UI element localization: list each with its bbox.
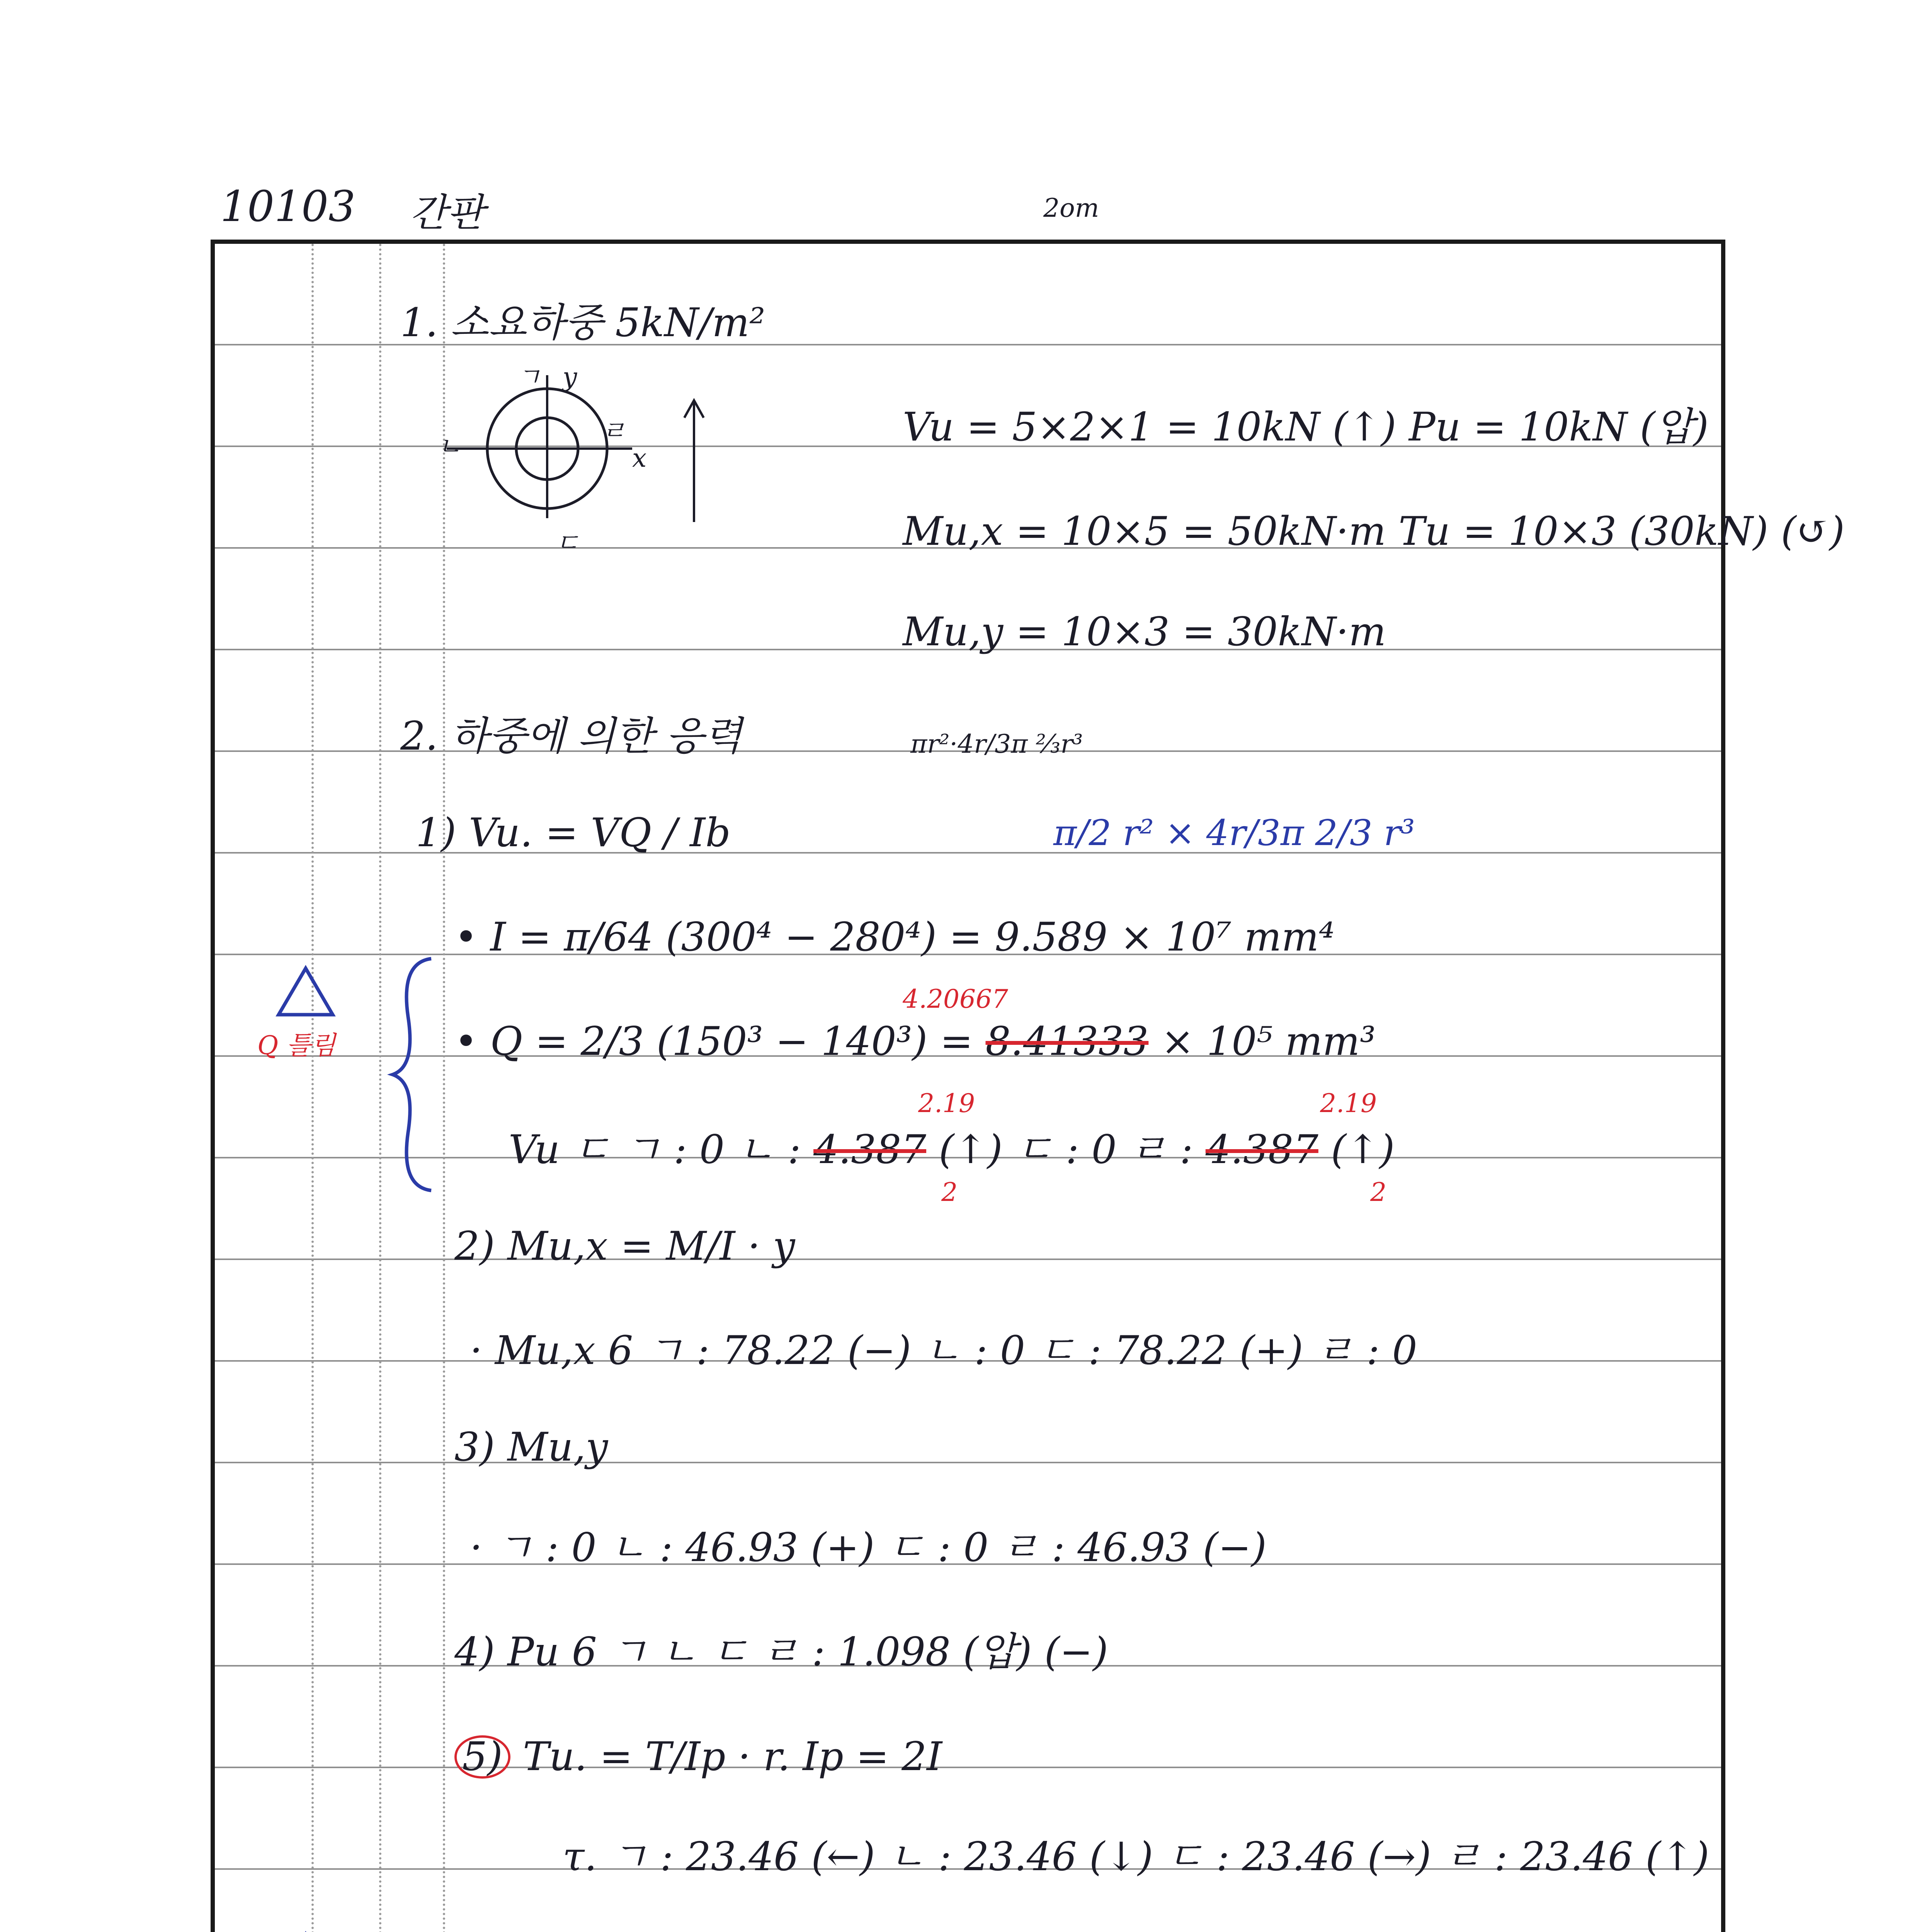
page-id: 10103 xyxy=(220,182,356,231)
diagram-label-top: ㄱ xyxy=(516,362,541,392)
vu-divisor-1: 2 xyxy=(941,1177,958,1207)
diagram-label-right: ㄹ xyxy=(601,416,626,446)
q-line-prefix: • Q = 2/3 (150³ − 140³) = xyxy=(454,1019,973,1065)
diagram-label-left: ㄴ xyxy=(437,432,462,461)
s2-5-values: τ. ㄱ : 23.46 (←) ㄴ : 23.46 (↓) ㄷ : 23.46 (→) ㄹ : 23.46 (↑) xyxy=(563,1834,1709,1880)
diagram-axis-x: x xyxy=(632,443,647,473)
ruled-paper xyxy=(211,240,1845,1932)
s1-line3: Mu,y = 10×3 = 30kN·m xyxy=(903,609,1386,655)
inertia-line: • I = π/64 (300⁴ − 280⁴) = 9.589 × 10⁷ mm⁴ xyxy=(454,914,1335,960)
section1-title: 1. 소요하중 5kN/m² xyxy=(400,300,765,346)
triangle-icon xyxy=(273,963,338,1020)
s2-1-head: 1) Vu. = VQ / Ib xyxy=(416,810,731,856)
diagram-label-bottom: ㄷ xyxy=(555,528,580,558)
diagram-axis-y: y xyxy=(563,362,577,392)
margin-line xyxy=(311,244,314,1932)
q-new-value: 4.20667 xyxy=(903,984,1008,1014)
s1-line2: Mu,x = 10×5 = 50kN·m Tu = 10×3 (30kN) (↺) xyxy=(903,509,1845,554)
brace-icon xyxy=(385,955,447,1194)
vu-line xyxy=(509,1129,1395,1171)
q-old-value: 8.41333 xyxy=(985,1019,1149,1065)
s2-5-head: Tu. = T/Ip · r. Ip = 2I xyxy=(523,1734,942,1780)
s2-4-line: 4) Pu 6 ㄱ ㄴ ㄷ ㄹ : 1.098 (압) (−) xyxy=(454,1629,1108,1675)
vu-old-value-2: 4.387 xyxy=(1205,1127,1318,1173)
s2-5-line xyxy=(454,1735,942,1779)
vu-new-value-2: 2.19 xyxy=(1320,1088,1377,1118)
header-marker: 2om xyxy=(1043,193,1099,223)
q-line-suffix: × 10⁵ mm³ xyxy=(1161,1019,1376,1065)
section2-side-note: πr²·4r/3π ⅔r³ xyxy=(910,729,1083,759)
vu-old-value-1: 4.387 xyxy=(813,1127,927,1173)
vu-prefix: Vu ㄷ ㄱ : 0 ㄴ : xyxy=(509,1127,801,1173)
vu-suffix: (↑) xyxy=(1331,1127,1395,1173)
s2-2-values: · Mu,x 6 ㄱ : 78.22 (−) ㄴ : 0 ㄷ : 78.22 (+) ㄹ : 0 xyxy=(470,1328,1417,1374)
s2-1-blue-note: π/2 r² × 4r/3π 2/3 r³ xyxy=(1053,812,1415,854)
vu-mid: (↑) ㄷ : 0 ㄹ : xyxy=(939,1127,1193,1173)
s2-2-head: 2) Mu,x = M/I · y xyxy=(454,1223,795,1269)
s2-5-number: 5) xyxy=(454,1735,510,1779)
vu-divisor-2: 2 xyxy=(1370,1177,1386,1207)
margin-line xyxy=(379,244,381,1932)
s2-3-values: · ㄱ : 0 ㄴ : 46.93 (+) ㄷ : 0 ㄹ : 46.93 (−) xyxy=(470,1525,1267,1571)
s1-line1: Vu = 5×2×1 = 10kN (↑) Pu = 10kN (압) xyxy=(903,404,1709,450)
vu-new-value-1: 2.19 xyxy=(918,1088,975,1118)
triangle-icon xyxy=(273,1929,338,1932)
s2-3-head: 3) Mu,y xyxy=(454,1424,608,1470)
section2-title: 2. 하중에 의한 응력 xyxy=(400,713,742,759)
q-line xyxy=(454,1020,1376,1063)
subject-title: 간판 xyxy=(410,190,485,235)
q-annotation: Q 틀림 xyxy=(257,1031,336,1060)
